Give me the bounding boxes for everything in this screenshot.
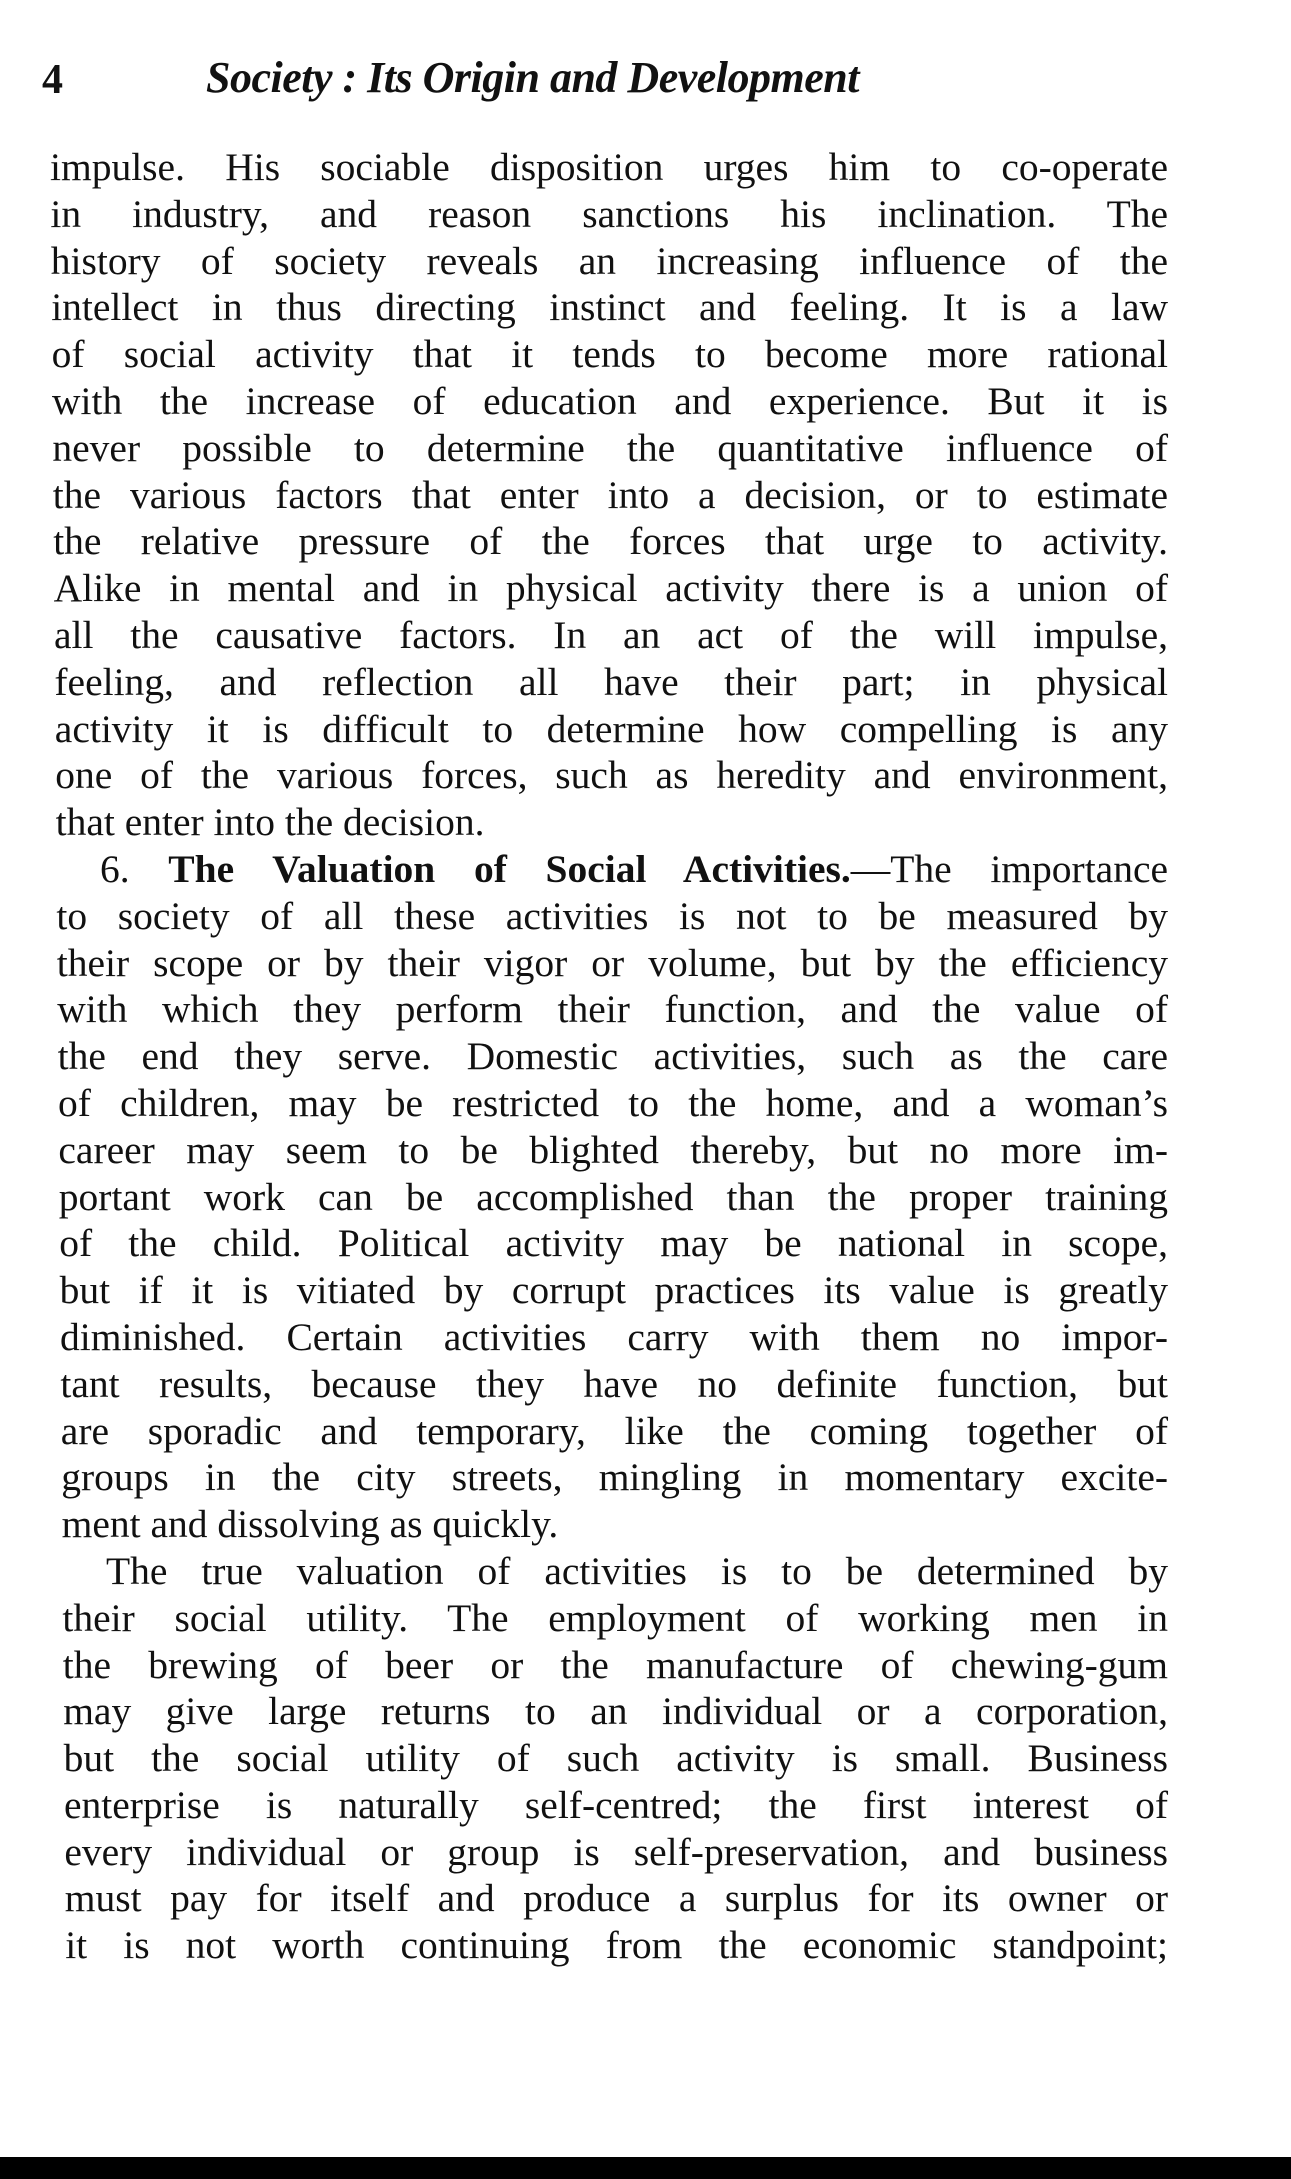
- line-text: to society of all these activities is not to be measured by: [56, 893, 1168, 938]
- text-line: [62, 1548, 1168, 1595]
- text-line: [59, 1220, 1168, 1267]
- page-number: 4: [42, 57, 63, 103]
- line-text: The true valuation of activities is to be determined by: [106, 1548, 1168, 1593]
- text-line: [58, 1033, 1168, 1080]
- line-text: with which they perform their function, and the value of: [57, 987, 1168, 1032]
- line-text: but if it is vitiated by corrupt practices its value is greatly: [59, 1268, 1168, 1313]
- line-text: the various factors that enter into a decision, or to estimate: [52, 472, 1168, 517]
- line-text: of social activity that it tends to become more rational: [51, 332, 1168, 377]
- line-text: portant work can be accomplished than the proper training: [58, 1174, 1168, 1219]
- text-line: [60, 1267, 1168, 1314]
- line-text: but the social utility of such activity is small. Business: [63, 1736, 1168, 1781]
- line-text: the relative pressure of the forces that urge to activity.: [53, 519, 1168, 564]
- line-text: the end they serve. Domestic activities, such as the care: [57, 1034, 1168, 1079]
- text-line: [53, 518, 1168, 565]
- line-text: the brewing of beer or the manufacture of chewing-gum: [62, 1642, 1168, 1687]
- text-line: [58, 1080, 1168, 1127]
- line-text: every individual or group is self-preservation, and business: [64, 1829, 1168, 1874]
- line-text: activity it is difficult to determine how compelling is any: [54, 706, 1168, 751]
- text-line: [55, 706, 1168, 753]
- text-line: [56, 799, 1168, 846]
- line-text: all the causative factors. In an act of the will impulse,: [54, 612, 1168, 657]
- scan-border: [0, 2157, 1291, 2179]
- text-line: [60, 1361, 1168, 1408]
- text-line: [52, 378, 1168, 425]
- body-text: [50, 144, 1168, 1969]
- text-line: [64, 1782, 1168, 1829]
- text-line: [56, 893, 1168, 940]
- line-text: must pay for itself and produce a surplus for its owner or: [64, 1876, 1168, 1921]
- line-text: in industry, and reason sanctions his inclination. The: [50, 191, 1168, 236]
- text-line: [57, 986, 1168, 1033]
- line-text: are sporadic and temporary, like the coming together of: [60, 1408, 1168, 1453]
- section-number: 6.: [100, 846, 169, 891]
- text-line: [54, 659, 1168, 706]
- line-text: diminished. Certain activities carry with them no impor-: [60, 1314, 1168, 1359]
- line-text: intellect in thus directing instinct and feeling. It is a law: [51, 285, 1168, 330]
- line-text: —The importance: [850, 846, 1169, 891]
- text-line: [62, 1595, 1168, 1642]
- text-line: [51, 284, 1168, 331]
- text-line: [64, 1829, 1168, 1876]
- line-text: ment and dissolving as quickly.: [61, 1502, 559, 1547]
- text-line: [53, 472, 1168, 519]
- text-line: [65, 1875, 1168, 1922]
- text-line: [57, 940, 1168, 987]
- text-line: [56, 846, 1168, 893]
- line-text: Alike in mental and in physical activity there is a union of: [53, 566, 1168, 611]
- line-text: one of the various forces, such as heredity and environment,: [55, 753, 1168, 798]
- line-text: never possible to determine the quantitative influence of: [52, 425, 1168, 470]
- line-text: that enter into the decision.: [55, 800, 485, 845]
- text-line: [50, 191, 1168, 238]
- line-text: feeling, and reflection all have their part; in physical: [54, 659, 1168, 704]
- text-line: [60, 1314, 1168, 1361]
- text-line: [54, 565, 1168, 612]
- text-line: [62, 1501, 1168, 1548]
- line-text: their scope or by their vigor or volume, but by the efficiency: [56, 940, 1168, 985]
- running-title: Society : Its Origin and Development: [206, 53, 859, 102]
- line-text: career may seem to be blighted thereby, but no more im-: [58, 1127, 1168, 1172]
- text-line: [64, 1735, 1168, 1782]
- section-heading: The Valuation of Social Activities.: [168, 846, 851, 891]
- text-line: [63, 1642, 1168, 1689]
- line-text: of the child. Political activity may be national in scope,: [59, 1221, 1168, 1266]
- text-line: [54, 612, 1168, 659]
- line-text: tant results, because they have no definite function, but: [60, 1361, 1168, 1406]
- text-line: [59, 1174, 1168, 1221]
- line-text: impulse. His sociable disposition urges him to co-operate: [50, 145, 1168, 189]
- text-line: [63, 1688, 1168, 1735]
- line-text: groups in the city streets, mingling in momentary excite-: [61, 1455, 1168, 1500]
- line-text: history of society reveals an increasing influence of the: [50, 238, 1168, 283]
- line-text: of children, may be restricted to the home, and a woman’s: [58, 1080, 1168, 1125]
- text-line: [61, 1454, 1168, 1501]
- text-line: [52, 331, 1168, 378]
- text-line: [55, 752, 1168, 799]
- text-line: [52, 425, 1168, 472]
- line-text: with the increase of education and experience. But it is: [52, 378, 1168, 423]
- text-line: [50, 144, 1168, 191]
- line-text: enterprise is naturally self-centred; the first interest of: [64, 1782, 1168, 1827]
- text-line: [51, 238, 1168, 285]
- line-text: may give large returns to an individual or a corporation,: [63, 1689, 1168, 1734]
- page-header: [42, 52, 1162, 112]
- line-text: it is not worth continuing from the economic standpoint;: [65, 1923, 1168, 1968]
- line-text: their social utility. The employment of working men in: [62, 1595, 1168, 1640]
- text-line: [58, 1127, 1168, 1174]
- text-line: [65, 1922, 1168, 1969]
- text-line: [61, 1408, 1168, 1455]
